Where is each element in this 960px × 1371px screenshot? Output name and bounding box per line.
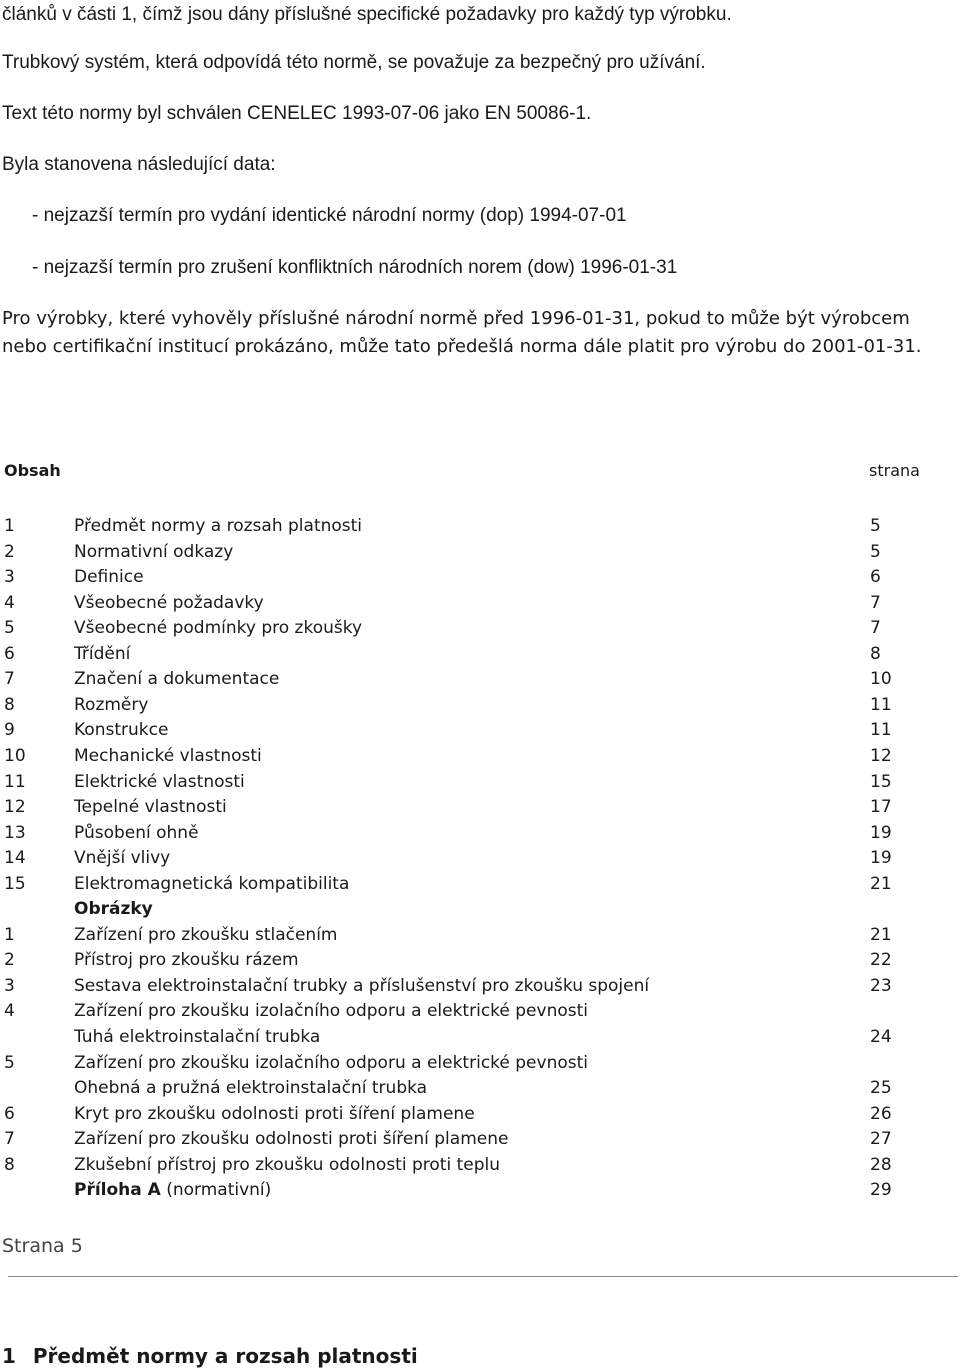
toc-item-number: 2 (4, 950, 15, 971)
toc-row (0, 924, 960, 946)
toc-item-title-text: Značení a dokumentace (74, 669, 280, 690)
toc-item-page: 10 (870, 669, 892, 690)
toc-item-title-text: Mechanické vlastnosti (74, 745, 262, 766)
toc-item-title-text: Normativní odkazy (74, 541, 234, 562)
toc-item-title (74, 1000, 588, 1022)
toc-item-number: 1 (4, 516, 15, 536)
section-number: 1 (2, 1344, 16, 1368)
toc-item-page: 5 (870, 541, 881, 562)
toc-row (0, 566, 960, 588)
page-number: Strana 5 (2, 1235, 83, 1257)
toc-item-number: 8 (4, 694, 15, 715)
toc-row (0, 694, 960, 716)
toc-item-page: 22 (870, 950, 892, 971)
intro-line-2: Trubkový systém, která odpovídá této normě, se považuje za bezpečný pro užívání. (2, 52, 706, 73)
toc-item-title (74, 719, 168, 741)
toc-item-number: 15 (4, 873, 26, 894)
toc-item-title (74, 1154, 500, 1176)
toc-item-page: 7 (870, 618, 881, 639)
toc-item-number: 6 (4, 1103, 15, 1124)
toc-item-number: 11 (4, 771, 26, 792)
toc-item-number: 7 (4, 669, 15, 690)
toc-item-number: 3 (4, 567, 15, 588)
toc-item-number: 13 (4, 822, 26, 843)
toc-item-title-text: Kryt pro zkoušku odolnosti proti šíření plamene (74, 1103, 475, 1124)
toc-item-title (74, 592, 264, 614)
section-heading (2, 1344, 418, 1368)
toc-row (0, 541, 960, 563)
toc-item-title (74, 898, 153, 920)
toc-item-title (74, 975, 649, 997)
toc-row (0, 949, 960, 971)
toc-row (0, 847, 960, 869)
toc-item-number: 12 (4, 797, 26, 818)
toc-row (0, 1026, 960, 1048)
toc-item-title (74, 924, 338, 946)
toc-item-number: 10 (4, 745, 26, 766)
intro-line-4: Byla stanovena následující data: (2, 154, 276, 175)
toc-item-page: 21 (870, 873, 892, 894)
toc-item-title (74, 847, 170, 869)
toc-item-title-text: Zařízení pro zkoušku izolačního odporu a elektrické pevnosti (74, 1001, 588, 1022)
toc-item-page: 28 (870, 1154, 892, 1175)
toc-item-page: 24 (870, 1027, 892, 1047)
toc-item-title-text: Tuhá elektroinstalační trubka (74, 1027, 321, 1047)
toc-row (0, 1077, 960, 1099)
toc-item-title (74, 1077, 427, 1099)
toc-row (0, 898, 960, 920)
toc-item-title (74, 1026, 320, 1048)
toc-item-title-text: Ohebná a pružná elektroinstalační trubka (74, 1078, 428, 1099)
toc-item-number: 4 (4, 1001, 15, 1022)
toc-item-title (74, 643, 130, 665)
toc-row (0, 1000, 960, 1022)
toc-row (0, 1052, 960, 1074)
toc-row (0, 1103, 960, 1125)
toc-item-page: 29 (870, 1180, 892, 1201)
toc-item-page: 26 (870, 1103, 892, 1124)
toc-item-title-text: Třídění (74, 643, 131, 664)
toc-item-number: 5 (4, 618, 15, 639)
toc-row (0, 822, 960, 844)
toc-item-page: 12 (870, 745, 892, 766)
toc-item-page: 6 (870, 567, 881, 588)
toc-item-page: 11 (870, 720, 892, 741)
toc-item-page: 19 (870, 848, 892, 869)
toc-item-page: 8 (870, 643, 881, 664)
toc-item-title (74, 1103, 475, 1125)
toc-item-title-text: Všeobecné podmínky pro zkoušky (74, 618, 363, 639)
toc-item-number: 7 (4, 1129, 15, 1150)
toc-item-title (74, 1052, 588, 1074)
toc-item-page: 7 (870, 592, 881, 613)
toc-item-title-text: Příloha A (74, 1180, 161, 1201)
toc-item-title (74, 745, 262, 767)
toc-item-page: 27 (870, 1129, 892, 1150)
toc-item-title-text: Vnější vlivy (74, 848, 171, 869)
intro-line-1: článků v části 1, čímž jsou dány příslušné specifické požadavky pro každý typ výrobku. (2, 4, 732, 25)
toc-item-number: 3 (4, 975, 15, 996)
toc-item-number: 2 (4, 541, 15, 562)
toc-item-title (74, 771, 245, 793)
toc-item-title (74, 541, 233, 563)
toc-item-title-text: Zařízení pro zkoušku izolačního odporu a elektrické pevnosti (74, 1052, 588, 1073)
toc-row (0, 643, 960, 665)
toc-item-title-text: Zařízení pro zkoušku stlačením (74, 924, 338, 945)
toc-row (0, 745, 960, 767)
toc-item-title-text: Sestava elektroinstalační trubky a příslušenství pro zkoušku spojení (74, 975, 650, 996)
toc-item-title-text: Konstrukce (74, 720, 169, 741)
toc-item-number: 1 (4, 924, 15, 945)
paragraph-line-b: nebo certifikační institucí prokázáno, může tato předešlá norma dále platit pro výrobu do 2001-01-31. (2, 336, 922, 357)
toc-item-number: 9 (4, 720, 15, 741)
toc-item-title (74, 694, 148, 716)
toc-row (0, 1154, 960, 1176)
toc-item-title-text: Definice (74, 567, 144, 588)
toc-row (0, 592, 960, 614)
toc-item-number: 14 (4, 848, 26, 869)
toc-row (0, 1179, 960, 1201)
toc-title: Obsah (4, 461, 61, 480)
toc-item-title (74, 796, 227, 818)
toc-item-number: 4 (4, 592, 15, 613)
toc-item-title (74, 949, 299, 971)
toc-row (0, 796, 960, 818)
toc-item-page: 21 (870, 924, 892, 945)
toc-row (0, 771, 960, 793)
toc-item-title (74, 668, 279, 690)
toc-item-page: 15 (870, 771, 892, 792)
intro-line-3: Text této normy byl schválen CENELEC 1993-07-06 jako EN 50086-1. (2, 103, 592, 124)
section-title: Předmět normy a rozsah platnosti (32, 1344, 418, 1368)
paragraph-line-a: Pro výrobky, které vyhověly příslušné národní normě před 1996-01-31, pokud to může být výrobcem (2, 308, 910, 329)
toc-row (0, 873, 960, 895)
toc-item-title-suffix: (normativní) (160, 1180, 272, 1201)
toc-item-title (74, 873, 349, 895)
date-item-dow: - nejzazší termín pro zrušení konfliktních národních norem (dow) 1996-01-31 (32, 257, 678, 278)
toc-row (0, 1128, 960, 1150)
toc-item-title (74, 1128, 508, 1150)
toc-item-page: 11 (870, 694, 892, 715)
toc-row (0, 515, 960, 537)
toc-item-title-text: Působení ohně (74, 822, 199, 843)
toc-item-title (74, 566, 144, 588)
toc-item-title (74, 822, 199, 844)
toc-item-title (74, 515, 362, 537)
toc-row (0, 617, 960, 639)
toc-item-page: 17 (870, 797, 892, 818)
toc-item-title-text: Elektromagnetická kompatibilita (74, 873, 350, 894)
toc-item-page: 23 (870, 975, 892, 996)
toc-item-title-text: Všeobecné požadavky (74, 592, 264, 613)
toc-item-title-text: Předmět normy a rozsah platnosti (74, 516, 363, 536)
toc-item-page: 5 (870, 516, 881, 536)
toc-item-title-text: Přístroj pro zkoušku rázem (74, 950, 299, 971)
toc-row (0, 668, 960, 690)
toc-item-number: 8 (4, 1154, 15, 1175)
toc-item-title-text: Obrázky (74, 899, 153, 920)
toc-item-number: 5 (4, 1052, 15, 1073)
toc-item-title (74, 617, 362, 639)
page-divider (8, 1276, 958, 1277)
toc-item-page: 19 (870, 822, 892, 843)
toc-item-title (74, 1179, 271, 1201)
toc-item-page: 25 (870, 1078, 892, 1099)
toc-item-title-text: Zařízení pro zkoušku odolnosti proti šíření plamene (74, 1129, 509, 1150)
toc-item-title-text: Rozměry (74, 694, 149, 715)
toc-page-header: strana (869, 461, 920, 480)
date-item-dop: - nejzazší termín pro vydání identické národní normy (dop) 1994-07-01 (32, 205, 627, 226)
toc-item-title-text: Tepelné vlastnosti (74, 797, 227, 818)
toc-row (0, 719, 960, 741)
toc-row (0, 975, 960, 997)
toc-item-title-text: Elektrické vlastnosti (74, 771, 245, 792)
toc-item-title-text: Zkušební přístroj pro zkoušku odolnosti proti teplu (74, 1154, 500, 1175)
toc-item-number: 6 (4, 643, 15, 664)
